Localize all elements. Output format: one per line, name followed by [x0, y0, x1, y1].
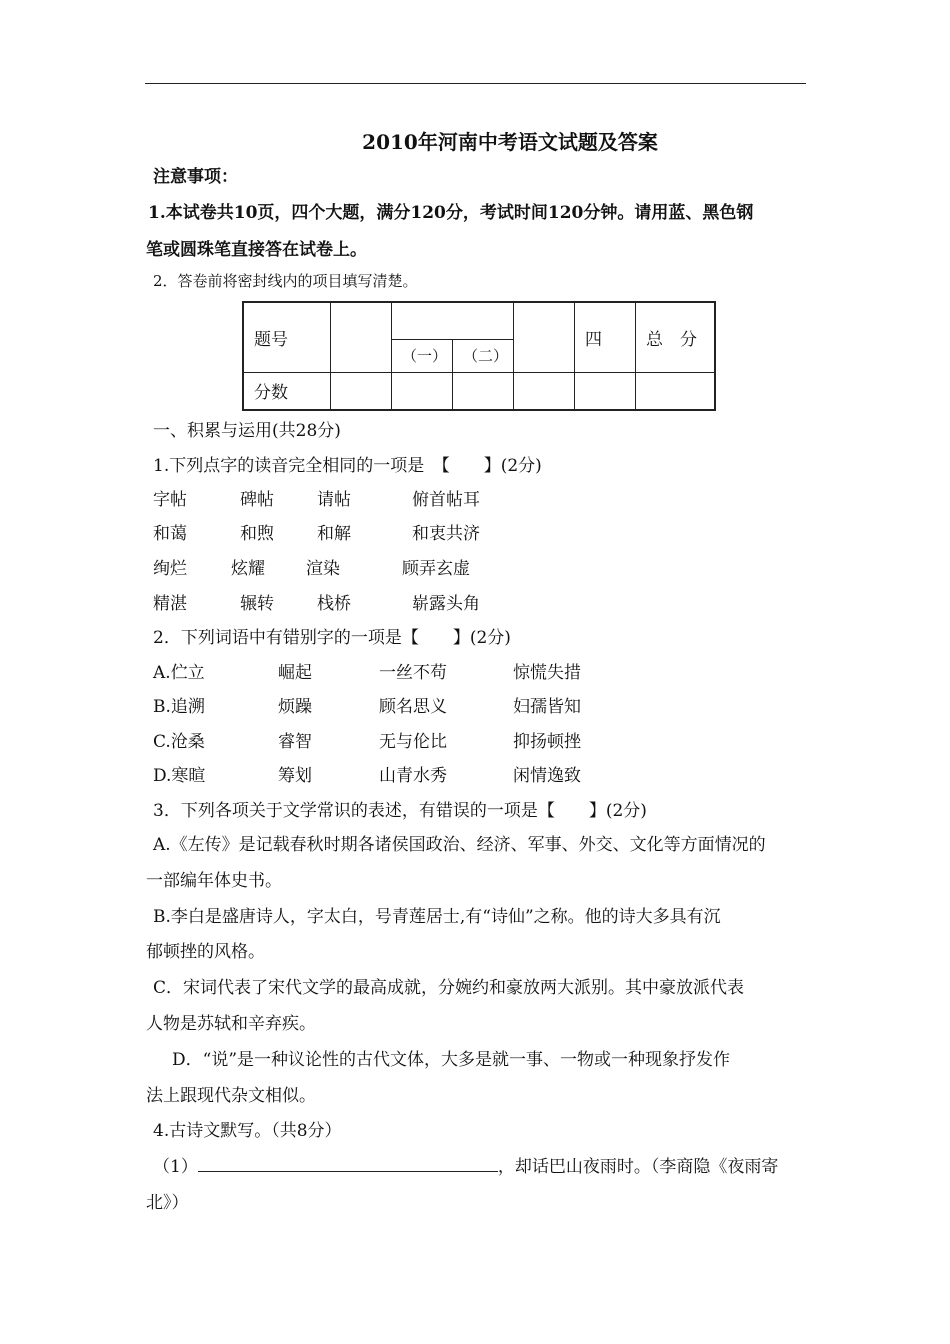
q3-option-c-line-1: C．宋词代表了宋代文学的最高成就，分婉约和豪放两大派别。其中豪放派代表 [153, 978, 745, 998]
q1-stem: 1.下列点字的读音完全相同的一项是 【 】(2分) [153, 456, 542, 476]
q1-word: 俯首帖耳 [412, 490, 480, 510]
score-table-sub-1: （一） [392, 339, 453, 372]
score-table-cell [331, 302, 392, 372]
q1-word: 请帖 [317, 490, 351, 510]
q4-item-1-line-2: 北》） [146, 1193, 189, 1213]
q3-option-b-line-1: B.李白是盛唐诗人，字太白，号青莲居士,有“诗仙”之称。他的诗大多具有沉 [153, 907, 721, 927]
score-table-cell [514, 302, 575, 372]
q2-word: 山青水秀 [379, 766, 447, 786]
q1-word: 绚烂 [153, 559, 187, 579]
note-1-line-2: 笔或圆珠笔直接答在试卷上。 [146, 240, 367, 260]
score-table-input [514, 372, 575, 410]
q3-option-c-line-2: 人物是苏轼和辛弃疾。 [146, 1014, 316, 1034]
q1-word: 渲染 [306, 559, 340, 579]
score-table-input [575, 372, 636, 410]
q2-word: 睿智 [278, 732, 312, 752]
q2-word: 无与伦比 [379, 732, 447, 752]
q2-word: 妇孺皆知 [513, 697, 581, 717]
q2-word: C.沧桑 [153, 732, 205, 752]
q1-word: 炫耀 [231, 559, 265, 579]
q2-word: 顾名思义 [379, 697, 447, 717]
score-table-label-number: 题号 [243, 302, 331, 372]
note-1-line-1: 1.本试卷共10页，四个大题，满分120分，考试时间120分钟。请用蓝、黑色钢 [148, 203, 754, 223]
score-table-input [453, 372, 514, 410]
q2-word: 烦躁 [278, 697, 312, 717]
q1-word: 崭露头角 [412, 594, 480, 614]
q2-word: 筹划 [278, 766, 312, 786]
q1-word: 和衷共济 [412, 524, 480, 544]
page-title: 2010年河南中考语文试题及答案 [362, 130, 658, 154]
q2-word: A.伫立 [153, 663, 205, 683]
q1-word: 和蔼 [153, 524, 187, 544]
score-table-col-total: 总 分 [636, 302, 716, 372]
score-table-input [392, 372, 453, 410]
q4-stem: 4.古诗文默写。（共8分） [153, 1121, 342, 1141]
score-table-col-four: 四 [575, 302, 636, 372]
q3-option-d-line-1: D．“说”是一种议论性的古代文体，大多是就一事、一物或一种现象抒发作 [172, 1050, 731, 1070]
q2-word: D.寒暄 [153, 766, 206, 786]
q1-word: 精湛 [153, 594, 187, 614]
q1-word: 和煦 [240, 524, 274, 544]
q3-option-b-line-2: 郁顿挫的风格。 [146, 942, 265, 962]
q1-word: 栈桥 [317, 594, 351, 614]
q3-stem: 3．下列各项关于文学常识的表述，有错误的一项是【 】(2分) [153, 801, 647, 821]
q3-option-a-line-2: 一部编年体史书。 [146, 871, 282, 891]
q4-item-1-suffix: ，却话巴山夜雨时。（李商隐《夜雨寄 [497, 1157, 779, 1177]
notes-heading: 注意事项： [153, 167, 238, 187]
q2-stem: 2．下列词语中有错别字的一项是【 】(2分) [153, 628, 511, 648]
q2-word: 崛起 [278, 663, 312, 683]
score-table-label-score: 分数 [243, 372, 331, 410]
q2-word: 惊慌失措 [513, 663, 581, 683]
section-1-heading: 一、积累与运用(共28分) [153, 421, 341, 441]
q3-option-a-line-1: A.《左传》是记载春秋时期各诸侯国政治、经济、军事、外交、文化等方面情况的 [153, 835, 766, 855]
q4-item-1 [153, 1152, 778, 1177]
q1-word: 辗转 [240, 594, 274, 614]
note-2: 2．答卷前将密封线内的项目填写清楚。 [153, 272, 418, 290]
score-table-sub-2: （二） [453, 339, 514, 372]
q2-word: 一丝不苟 [379, 663, 447, 683]
q4-item-1-blank[interactable] [198, 1157, 498, 1172]
q1-word: 字帖 [153, 490, 187, 510]
score-table [242, 301, 716, 411]
q3-option-d-line-2: 法上跟现代杂文相似。 [146, 1086, 316, 1106]
score-table-input [636, 372, 716, 410]
q2-word: 抑扬顿挫 [513, 732, 581, 752]
q2-word: B.追溯 [153, 697, 205, 717]
q1-word: 碑帖 [240, 490, 274, 510]
score-table-input [331, 372, 392, 410]
q2-word: 闲情逸致 [513, 766, 581, 786]
score-table-cell [392, 302, 514, 339]
q1-word: 和解 [317, 524, 351, 544]
header-rule [145, 83, 806, 84]
q1-word: 顾弄玄虚 [402, 559, 470, 579]
q4-item-1-prefix: （1） [153, 1157, 198, 1177]
